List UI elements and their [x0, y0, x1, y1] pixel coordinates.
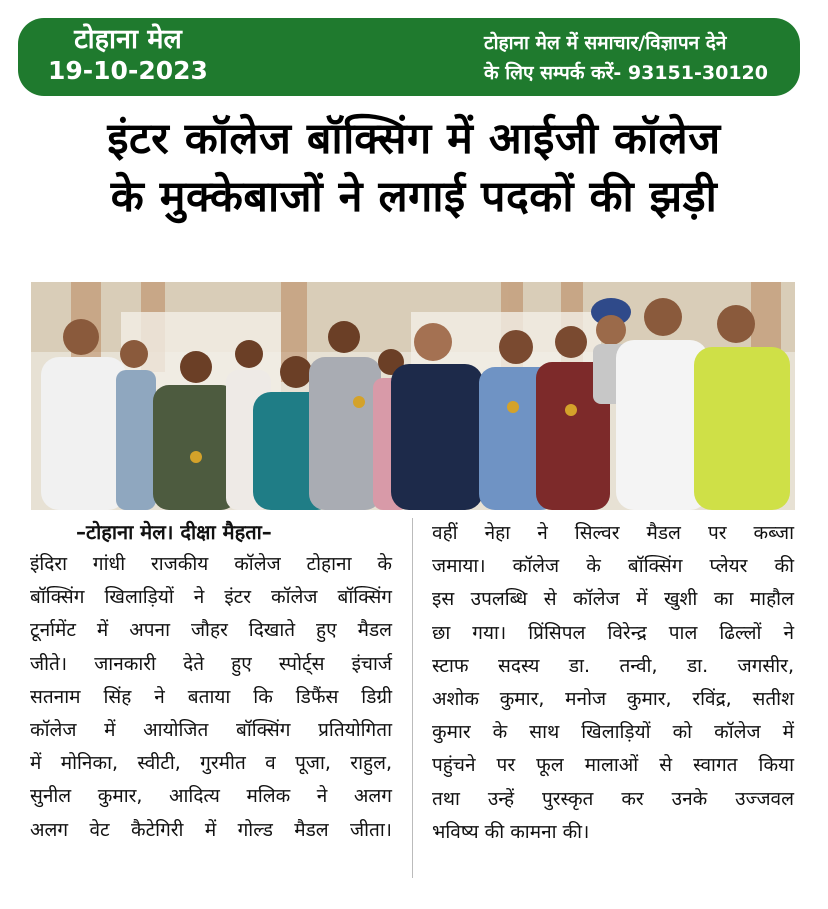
article-line: स्टाफ सदस्य डा. तन्वी, डा. जगसीर, [432, 654, 794, 677]
contact-line-2: के लिए सम्पर्क करें- 93151-30120 [484, 62, 768, 84]
article-line: में मोनिका, स्वीटी, गुरमीत व पूजा, राहुल, [30, 752, 392, 775]
article-line: जमाया। कॉलेज के बॉक्सिंग प्लेयर की [432, 555, 794, 578]
article-column-left [30, 548, 392, 847]
headline [10, 110, 818, 226]
article-column-right [432, 517, 794, 849]
article-line: पहुंचने पर फूल मालाओं से स्वागत किया [432, 754, 794, 777]
group-photo [31, 282, 795, 510]
article-line: अलग वेट कैटेगिरी में गोल्ड मैडल जीता। [30, 818, 392, 841]
group-photo-illustration [31, 282, 795, 510]
article-line: छा गया। प्रिंसिपल विरेन्द्र पाल ढिल्लों ने [432, 621, 794, 644]
article-line: कुमार के साथ खिलाड़ियों को कॉलेज में [432, 721, 794, 744]
contact-line-1: टोहाना मेल में समाचार/विज्ञापन देने [484, 32, 727, 54]
article-line: तथा उन्हें पुरस्कृत कर उनके उज्जवल [432, 787, 794, 810]
article-line: भविष्य की कामना की। [432, 820, 590, 843]
article-line: इंदिरा गांधी राजकीय कॉलेज टोहाना के [30, 553, 392, 575]
article-line: बॉक्सिंग खिलाड़ियों ने इंटर कॉलेज बॉक्सिंग [30, 586, 392, 609]
article-line: सुनील कुमार, आदित्य मलिक ने अलग [30, 785, 392, 808]
header-banner [18, 18, 800, 96]
article-line: इस उपलब्धि से कॉलेज में खुशी का माहौल [432, 588, 794, 611]
article-line: अशोक कुमार, मनोज कुमार, रविंद्र, सतीश [432, 688, 794, 711]
masthead [48, 24, 208, 86]
publication-date: 19-10-2023 [48, 56, 208, 85]
contact-info [484, 28, 768, 88]
column-divider [412, 518, 413, 878]
article-line: टूर्नामेंट में अपना जौहर दिखाते हुए मैडल [30, 619, 392, 642]
article-line: सतनाम सिंह ने बताया कि डिफैंस डिग्री [30, 685, 392, 708]
publication-name: टोहाना मेल [74, 24, 182, 55]
article-line: कॉलेज में आयोजित बॉक्सिंग प्रतियोगिता [30, 719, 392, 742]
article-line: वहीं नेहा ने सिल्वर मैडल पर कब्जा [432, 522, 794, 544]
headline-line-1: इंटर कॉलेज बॉक्सिंग में आईजी कॉलेज [107, 114, 721, 164]
article-line: जीते। जानकारी देते हुए स्पोर्ट्स इंचार्ज [30, 652, 392, 675]
byline: –टोहाना मेल। दीक्षा मैहता– [76, 520, 272, 544]
headline-line-2: के मुक्केबाजों ने लगाई पदकों की झड़ी [110, 172, 718, 222]
